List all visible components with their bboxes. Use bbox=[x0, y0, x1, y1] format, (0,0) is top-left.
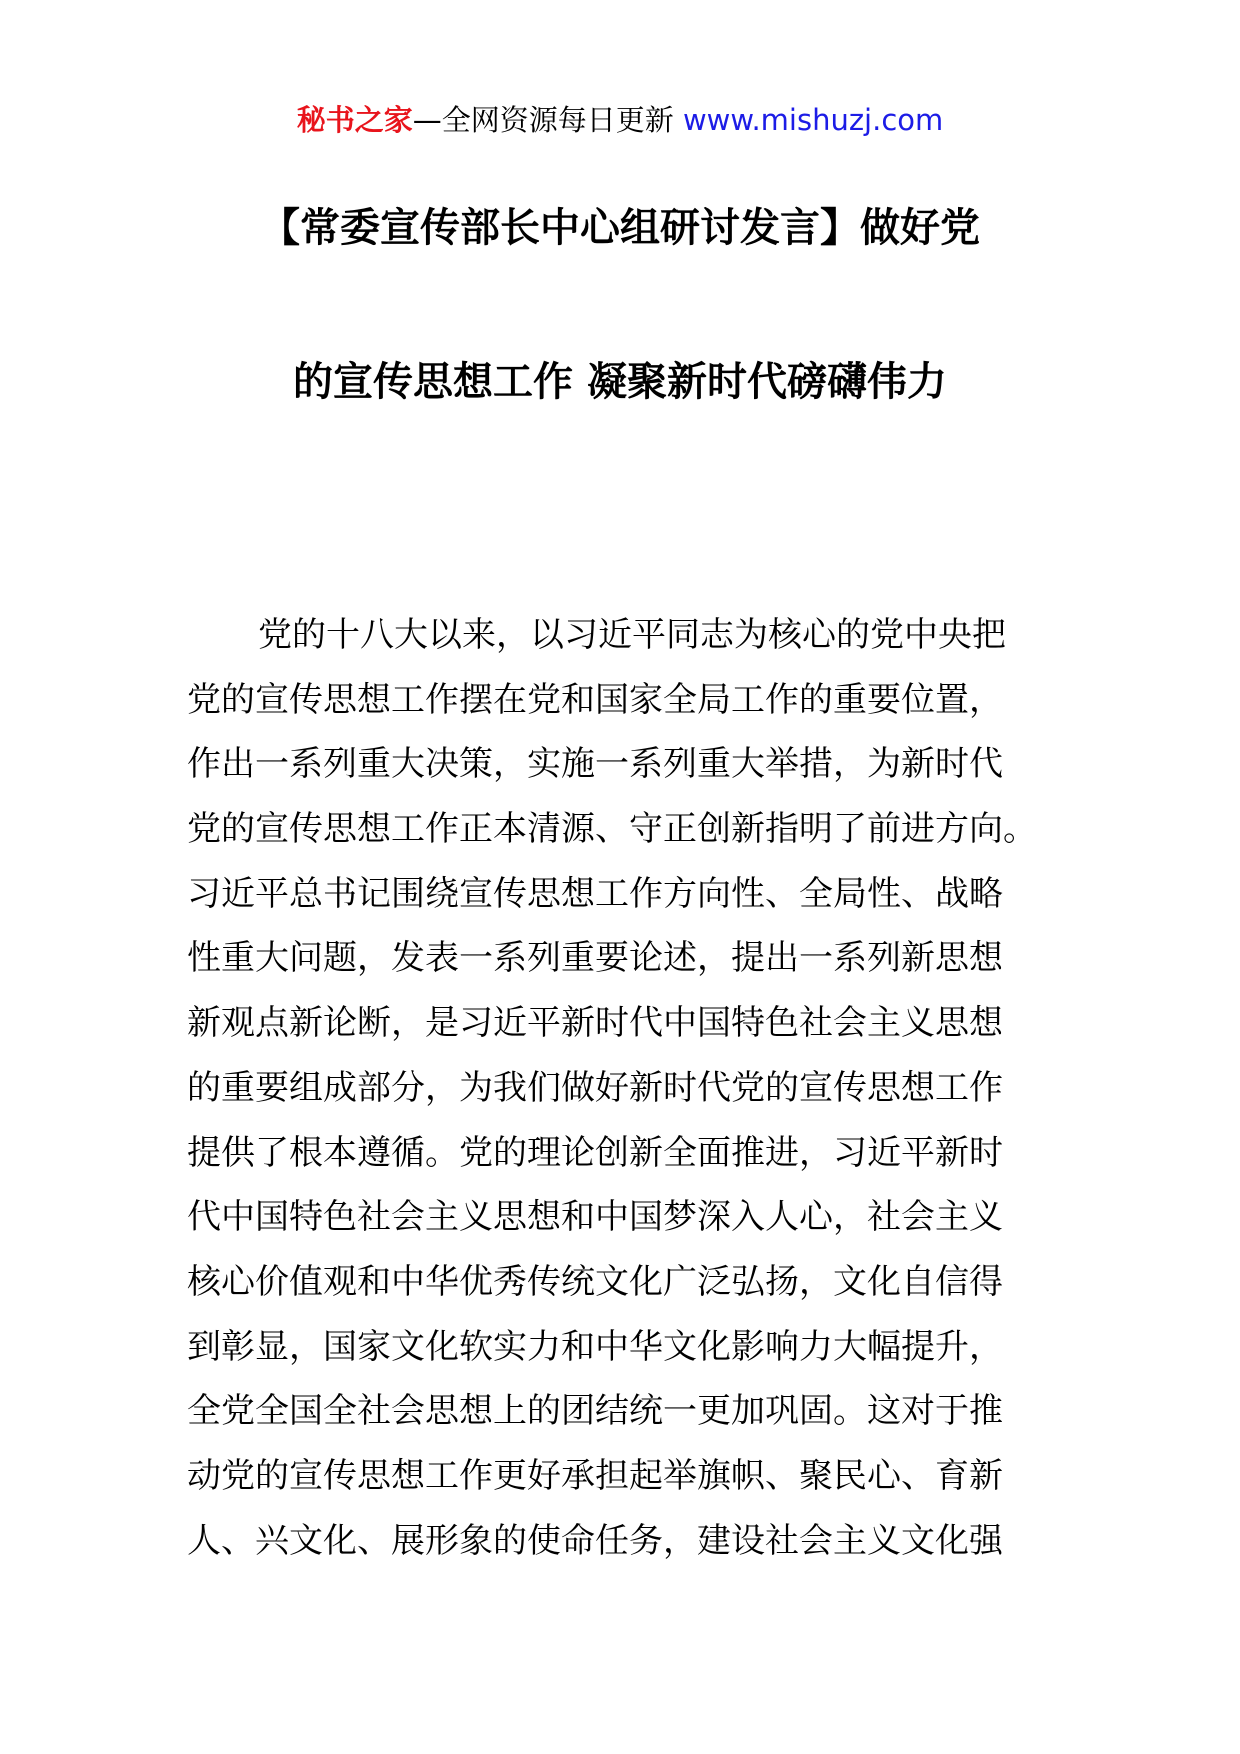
paragraph-line: 性重大问题，发表一系列重要论述，提出一系列新思想 bbox=[187, 938, 1003, 979]
paragraph-line: 党的宣传思想工作摆在党和国家全局工作的重要位置， bbox=[187, 679, 1003, 720]
site-url: www.mishuzj.com bbox=[682, 103, 944, 137]
paragraph-line: 的重要组成部分，为我们做好新时代党的宣传思想工作 bbox=[187, 1067, 1003, 1108]
document-title-line-2: 的宣传思想工作 凝聚新时代磅礴伟力 bbox=[293, 359, 947, 405]
paragraph-line: 提供了根本遵循。党的理论创新全面推进，习近平新时 bbox=[187, 1132, 1003, 1173]
paragraph-line: 习近平总书记围绕宣传思想工作方向性、全局性、战略 bbox=[187, 873, 1003, 914]
site-header bbox=[0, 98, 1240, 142]
paragraph-line: 动党的宣传思想工作更好承担起举旗帜、聚民心、育新 bbox=[187, 1455, 1003, 1496]
paragraph-line: 党的十八大以来，以习近平同志为核心的党中央把 bbox=[258, 615, 1006, 655]
body-paragraph bbox=[187, 603, 1067, 1573]
paragraph-line: 到彰显，国家文化软实力和中华文化影响力大幅提升， bbox=[187, 1326, 1003, 1367]
paragraph-line: 人、兴文化、展形象的使命任务，建设社会主义文化强 bbox=[187, 1520, 1003, 1561]
document-title-line-1: 【常委宣传部长中心组研讨发言】做好党 bbox=[260, 205, 980, 251]
paragraph-line: 党的宣传思想工作正本清源、守正创新指明了前进方向。 bbox=[187, 809, 1037, 850]
paragraph-line: 核心价值观和中华优秀传统文化广泛弘扬，文化自信得 bbox=[187, 1261, 1003, 1302]
paragraph-line: 代中国特色社会主义思想和中国梦深入人心，社会主义 bbox=[187, 1197, 1003, 1238]
paragraph-line: 作出一系列重大决策，实施一系列重大举措，为新时代 bbox=[187, 744, 1003, 785]
paragraph-line: 全党全国全社会思想上的团结统一更加巩固。这对于推 bbox=[187, 1391, 1003, 1432]
paragraph-line: 新观点新论断，是习近平新时代中国特色社会主义思想 bbox=[187, 1003, 1003, 1044]
brand-name: 秘书之家 bbox=[296, 103, 413, 137]
site-tagline: —全网资源每日更新 bbox=[412, 103, 683, 137]
